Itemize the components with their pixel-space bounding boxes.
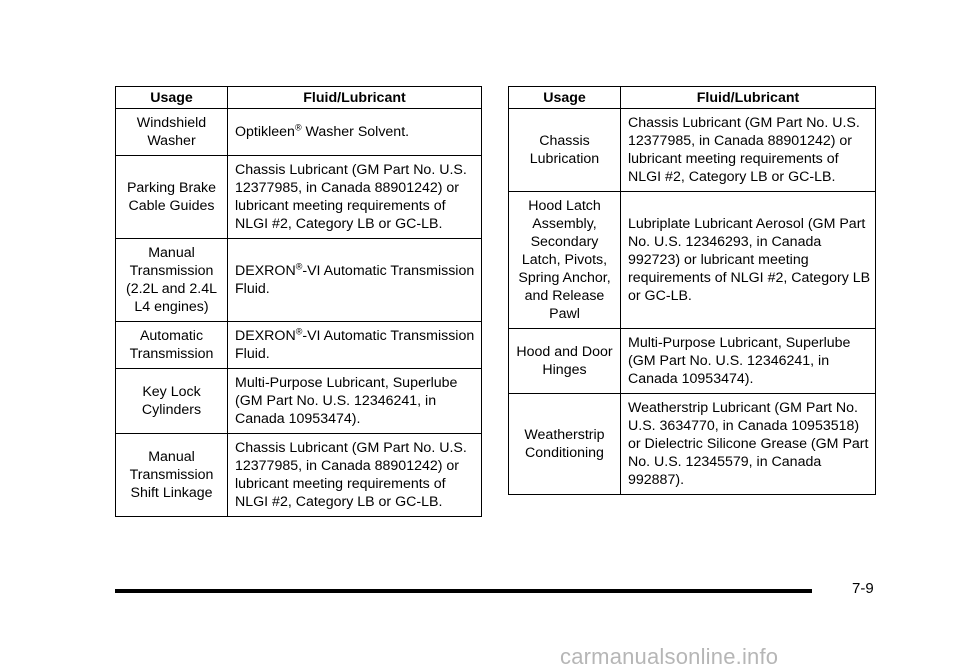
usage-cell: Key Lock Cylinders bbox=[116, 369, 228, 434]
fluid-cell: Chassis Lubricant (GM Part No. U.S. 12377985, in Canada 88901242) or lubricant meeting requirements of NLGI #2, Category LB or GC-LB. bbox=[228, 156, 482, 239]
registered-mark: ® bbox=[294, 122, 302, 133]
usage-cell: Parking Brake Cable Guides bbox=[116, 156, 228, 239]
table-row bbox=[116, 322, 482, 369]
lubricant-table-left bbox=[115, 86, 482, 517]
fluid-cell: DEXRON®-VI Automatic Transmission Fluid. bbox=[228, 322, 482, 369]
lubricant-table-right bbox=[508, 86, 876, 495]
fluid-cell: Chassis Lubricant (GM Part No. U.S. 12377985, in Canada 88901242) or lubricant meeting requirements of NLGI #2, Category LB or GC-LB. bbox=[228, 434, 482, 517]
fluid-cell: Multi-Purpose Lubricant, Superlube (GM Part No. U.S. 12346241, in Canada 10953474). bbox=[621, 329, 876, 394]
fluid-column-header: Fluid/Lubricant bbox=[621, 87, 876, 109]
usage-cell: Automatic Transmission bbox=[116, 322, 228, 369]
table-row bbox=[116, 434, 482, 517]
usage-cell: Weatherstrip Conditioning bbox=[509, 394, 621, 495]
page-number: 7-9 bbox=[852, 580, 874, 597]
table-row bbox=[116, 156, 482, 239]
table-row bbox=[509, 394, 876, 495]
usage-cell: Manual Transmission Shift Linkage bbox=[116, 434, 228, 517]
table-header-row bbox=[509, 87, 876, 109]
usage-cell: Chassis Lubrication bbox=[509, 109, 621, 192]
fluid-column-header: Fluid/Lubricant bbox=[228, 87, 482, 109]
usage-cell: Hood and Door Hinges bbox=[509, 329, 621, 394]
fluid-cell: Chassis Lubricant (GM Part No. U.S. 12377985, in Canada 88901242) or lubricant meeting requirements of NLGI #2, Category LB or GC-LB. bbox=[621, 109, 876, 192]
fluid-cell: Weatherstrip Lubricant (GM Part No. U.S. 3634770, in Canada 10953518) or Dielectric Silicone Grease (GM Part No. U.S. 12345579, in Canada 992887). bbox=[621, 394, 876, 495]
usage-cell: Windshield Washer bbox=[116, 109, 228, 156]
table-row bbox=[116, 109, 482, 156]
usage-column-header: Usage bbox=[509, 87, 621, 109]
table-row bbox=[509, 109, 876, 192]
registered-mark: ® bbox=[295, 326, 303, 337]
table-header-row bbox=[116, 87, 482, 109]
table-row bbox=[509, 192, 876, 329]
usage-column-header: Usage bbox=[116, 87, 228, 109]
fluid-cell: Lubriplate Lubricant Aerosol (GM Part No. U.S. 12346293, in Canada 992723) or lubricant meeting requirements of NLGI #2, Category LB or GC-LB. bbox=[621, 192, 876, 329]
usage-cell: Manual Transmission (2.2L and 2.4L L4 engines) bbox=[116, 239, 228, 322]
footer-rule bbox=[115, 589, 812, 593]
fluid-cell: DEXRON®-VI Automatic Transmission Fluid. bbox=[228, 239, 482, 322]
usage-cell: Hood Latch Assembly, Secondary Latch, Pivots, Spring Anchor, and Release Pawl bbox=[509, 192, 621, 329]
fluid-cell: Optikleen® Washer Solvent. bbox=[228, 109, 482, 156]
table-row bbox=[509, 329, 876, 394]
table-row bbox=[116, 239, 482, 322]
registered-mark: ® bbox=[295, 261, 303, 272]
table-row bbox=[116, 369, 482, 434]
watermark: carmanualsonline.info bbox=[560, 644, 779, 669]
fluid-cell: Multi-Purpose Lubricant, Superlube (GM Part No. U.S. 12346241, in Canada 10953474). bbox=[228, 369, 482, 434]
